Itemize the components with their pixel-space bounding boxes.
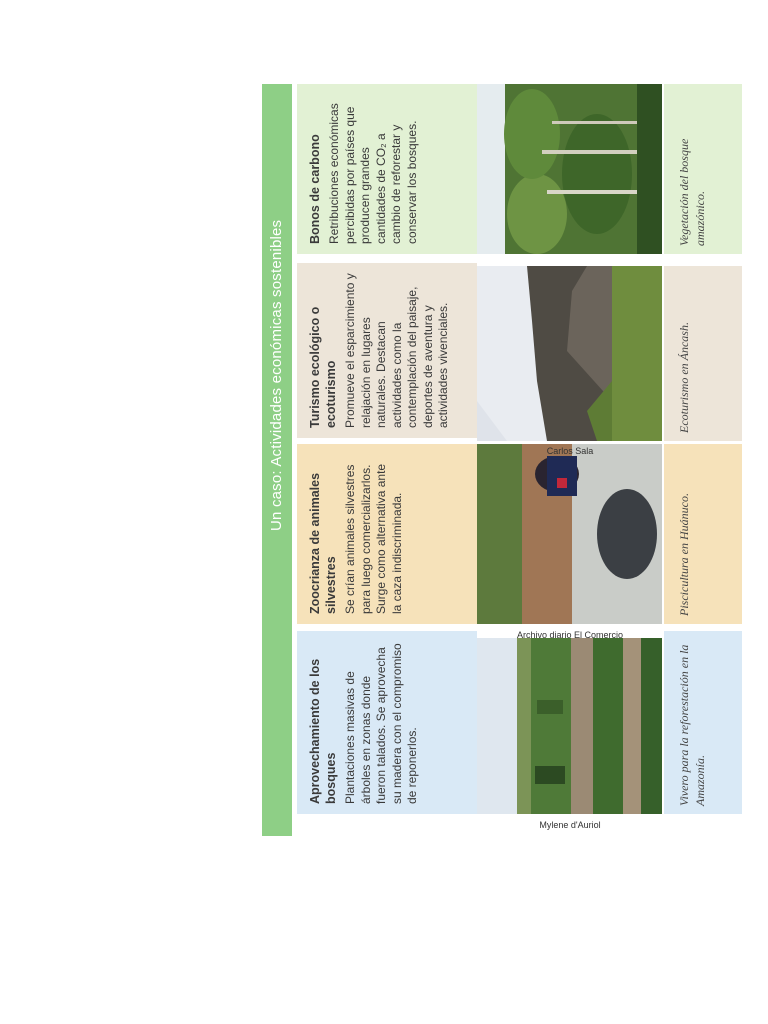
- panel-tourism-body: Promueve el esparcimiento y relajación en lugares naturales. Destacan actividades como la contemplación del paisaje, deportes de aventura y actividades vivenciales.: [343, 273, 450, 428]
- panel-zoo-text-box: [297, 444, 477, 624]
- caption-forest: Vivero para la reforestación en la Amazonía.: [664, 631, 742, 814]
- panel-forest-body: Plantaciones masivas de árboles en zonas donde fueron talados. Se aprovecha su madera con el compromiso de reponerlos.: [343, 643, 419, 804]
- panel-tourism-title: Turismo ecológico o ecoturismo: [308, 306, 338, 428]
- panel-carbon-body: Retribuciones económicas percibidas por países que producen grandes cantidades de CO₂ a cambio de reforestar y conservar los bosques.: [327, 103, 419, 244]
- panel-carbon-text-box: [297, 84, 477, 254]
- panel-forest-title: Aprovechamiento de los bosques: [308, 658, 338, 804]
- photo-credit-tourism: Carlos Sala: [546, 446, 594, 456]
- photo-credit-zoo: Archivo diario El Comercio: [516, 630, 624, 640]
- caption-tourism: Ecoturismo en Áncash.: [664, 266, 742, 441]
- photo-credit-forest: Mylene d'Auriol: [539, 820, 601, 830]
- rotated-page: [262, 84, 742, 836]
- caption-carbon: Vegetación del bosque amazónico.: [664, 84, 742, 254]
- panel-tourism-text-box: [297, 263, 477, 438]
- panel-zoo-title: Zoocrianza de animales silvestres: [308, 472, 338, 614]
- photo-mountain: [477, 266, 662, 441]
- panel-zoo-body: Se crían animales silvestres para luego comercializarlos. Surge como alternativa ante la caza indiscriminada.: [343, 463, 404, 614]
- panel-forest-text-box: [297, 631, 477, 814]
- section-banner: Un caso: Actividades económicas sostenibles: [262, 84, 292, 836]
- caption-zoo: Piscicultura en Huánuco.: [664, 444, 742, 624]
- photo-nursery: [477, 638, 662, 814]
- photo-amazon-forest: [477, 84, 662, 254]
- photo-fish-farm: [477, 444, 662, 624]
- panel-carbon-title: Bonos de carbono: [308, 134, 322, 244]
